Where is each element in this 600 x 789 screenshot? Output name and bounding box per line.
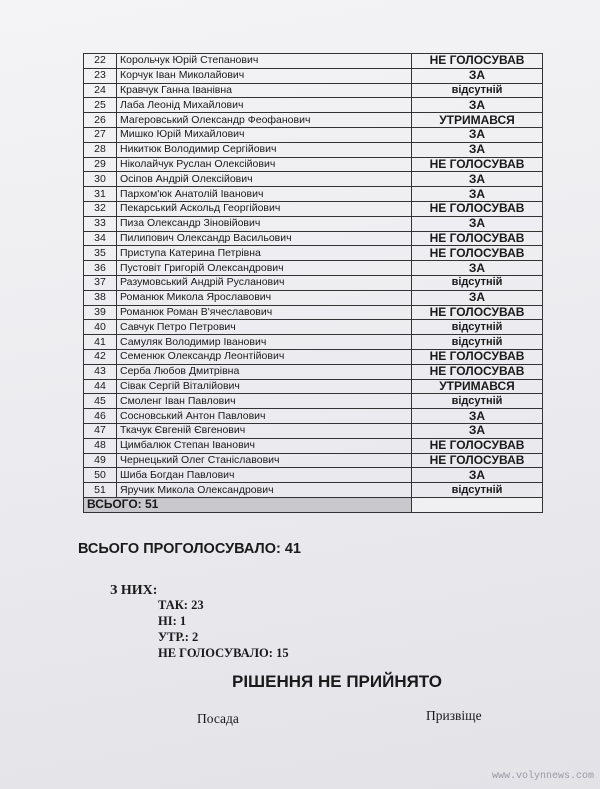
table-row bbox=[84, 98, 543, 113]
table-row bbox=[84, 483, 543, 498]
total-voted bbox=[78, 541, 301, 557]
row-name: Цимбалюк Степан Іванович bbox=[117, 438, 412, 453]
row-vote: відсутній bbox=[412, 335, 543, 350]
row-vote: відсутній bbox=[412, 275, 543, 290]
row-vote: ЗА bbox=[412, 261, 543, 276]
row-number: 22 bbox=[84, 54, 117, 69]
table-row bbox=[84, 142, 543, 157]
row-vote: відсутній bbox=[412, 483, 543, 498]
row-name: Самуляк Володимир Іванович bbox=[117, 335, 412, 350]
row-name: Семенюк Олександр Леонтійович bbox=[117, 349, 412, 364]
row-vote: НЕ ГОЛОСУВАВ bbox=[412, 201, 543, 216]
row-name: Серба Любов Дмитрівна bbox=[117, 364, 412, 379]
row-number: 51 bbox=[84, 483, 117, 498]
row-number: 29 bbox=[84, 157, 117, 172]
row-vote: НЕ ГОЛОСУВАВ bbox=[412, 246, 543, 261]
row-vote: ЗА bbox=[412, 290, 543, 305]
table-row bbox=[84, 290, 543, 305]
row-number: 47 bbox=[84, 423, 117, 438]
row-name: Осіпов Андрій Олексійович bbox=[117, 172, 412, 187]
row-vote: відсутній bbox=[412, 394, 543, 409]
row-name: Корольчук Юрій Степанович bbox=[117, 54, 412, 69]
row-name: Сосновський Антон Павлович bbox=[117, 409, 412, 424]
row-number: 49 bbox=[84, 453, 117, 468]
row-vote: ЗА bbox=[412, 68, 543, 83]
total-label: ВСЬОГО: bbox=[87, 497, 142, 512]
row-name: Пархом'юк Анатолій Іванович bbox=[117, 187, 412, 202]
row-number: 50 bbox=[84, 468, 117, 483]
row-vote: УТРИМАВСЯ bbox=[412, 379, 543, 394]
signature-position-label: Посада bbox=[197, 711, 239, 726]
row-number: 40 bbox=[84, 320, 117, 335]
table-row bbox=[84, 216, 543, 231]
table-row bbox=[84, 187, 543, 202]
row-name: Ніколайчук Руслан Олексійович bbox=[117, 157, 412, 172]
row-name: Кравчук Ганна Іванівна bbox=[117, 83, 412, 98]
row-vote: ЗА bbox=[412, 409, 543, 424]
row-name: Приступа Катерина Петрівна bbox=[117, 246, 412, 261]
stat-yes-value: 23 bbox=[191, 598, 204, 612]
row-vote: ЗА bbox=[412, 468, 543, 483]
table-row bbox=[84, 438, 543, 453]
row-vote: ЗА bbox=[412, 98, 543, 113]
row-number: 38 bbox=[84, 290, 117, 305]
table-row bbox=[84, 157, 543, 172]
row-name: Никитюк Володимир Сергійович bbox=[117, 142, 412, 157]
row-number: 34 bbox=[84, 231, 117, 246]
stat-no bbox=[158, 613, 289, 629]
row-name: Пиза Олександр Зіновійович bbox=[117, 216, 412, 231]
table-row bbox=[84, 320, 543, 335]
of-them-heading: З НИХ: bbox=[110, 583, 158, 598]
table-row bbox=[84, 335, 543, 350]
row-number: 41 bbox=[84, 335, 117, 350]
table-row bbox=[84, 54, 543, 69]
row-name: Сівак Сергій Віталійович bbox=[117, 379, 412, 394]
row-name: Смоленг Іван Павлович bbox=[117, 394, 412, 409]
table-row bbox=[84, 453, 543, 468]
row-vote: відсутній bbox=[412, 320, 543, 335]
row-number: 45 bbox=[84, 394, 117, 409]
stat-abstain-label: УТР.: bbox=[158, 630, 189, 644]
table-row bbox=[84, 423, 543, 438]
row-vote: ЗА bbox=[412, 172, 543, 187]
table-row bbox=[84, 231, 543, 246]
table-row bbox=[84, 349, 543, 364]
total-row bbox=[84, 497, 543, 512]
table-row bbox=[84, 275, 543, 290]
row-vote: НЕ ГОЛОСУВАВ bbox=[412, 364, 543, 379]
total-voted-label: ВСЬОГО ПРОГОЛОСУВАЛО: bbox=[78, 541, 281, 557]
row-name: Пилипович Олександр Васильович bbox=[117, 231, 412, 246]
row-number: 36 bbox=[84, 261, 117, 276]
table-row bbox=[84, 379, 543, 394]
table-row bbox=[84, 113, 543, 128]
row-name: Мишко Юрій Михайлович bbox=[117, 127, 412, 142]
row-vote: ЗА bbox=[412, 142, 543, 157]
decision-text: РІШЕННЯ НЕ ПРИЙНЯТО bbox=[232, 672, 442, 691]
row-vote: відсутній bbox=[412, 83, 543, 98]
row-number: 31 bbox=[84, 187, 117, 202]
stat-abstain bbox=[158, 629, 289, 645]
row-number: 27 bbox=[84, 127, 117, 142]
row-number: 43 bbox=[84, 364, 117, 379]
row-name: Пекарський Аскольд Георгійович bbox=[117, 201, 412, 216]
stat-yes-label: ТАК: bbox=[158, 598, 188, 612]
row-vote: ЗА bbox=[412, 216, 543, 231]
total-voted-value: 41 bbox=[284, 541, 301, 557]
table-row bbox=[84, 246, 543, 261]
total-value: 51 bbox=[145, 497, 159, 512]
row-number: 23 bbox=[84, 68, 117, 83]
table-row bbox=[84, 468, 543, 483]
row-name: Ткачук Євгеній Євгенович bbox=[117, 423, 412, 438]
table-row bbox=[84, 83, 543, 98]
vote-table bbox=[83, 53, 543, 513]
row-name: Савчук Петро Петрович bbox=[117, 320, 412, 335]
table-row bbox=[84, 409, 543, 424]
row-number: 25 bbox=[84, 98, 117, 113]
row-name: Разумовський Андрій Русланович bbox=[117, 275, 412, 290]
row-vote: ЗА bbox=[412, 127, 543, 142]
watermark: www.volynnews.com bbox=[492, 771, 595, 782]
table-row bbox=[84, 364, 543, 379]
stat-no-value: 1 bbox=[179, 614, 187, 628]
row-number: 30 bbox=[84, 172, 117, 187]
row-number: 42 bbox=[84, 349, 117, 364]
table-row bbox=[84, 127, 543, 142]
row-number: 48 bbox=[84, 438, 117, 453]
row-name: Шиба Богдан Павлович bbox=[117, 468, 412, 483]
row-vote: УТРИМАВСЯ bbox=[412, 113, 543, 128]
table-row bbox=[84, 201, 543, 216]
row-name: Корчук Іван Миколайович bbox=[117, 68, 412, 83]
table-row bbox=[84, 305, 543, 320]
stat-abstain-value: 2 bbox=[192, 630, 199, 644]
table-row bbox=[84, 172, 543, 187]
row-vote: ЗА bbox=[412, 423, 543, 438]
stat-not-voted-label: НЕ ГОЛОСУВАЛО: bbox=[158, 646, 273, 660]
row-number: 46 bbox=[84, 409, 117, 424]
stat-not-voted bbox=[158, 645, 289, 661]
row-number: 44 bbox=[84, 379, 117, 394]
row-name: Лаба Леонід Михайлович bbox=[117, 98, 412, 113]
stat-yes bbox=[158, 597, 289, 613]
vote-table-body bbox=[84, 54, 543, 498]
total-cell bbox=[84, 497, 412, 512]
total-spacer bbox=[412, 497, 543, 512]
row-name: Яручик Микола Олександрович bbox=[117, 483, 412, 498]
row-name: Романюк Роман В'ячеславович bbox=[117, 305, 412, 320]
row-number: 37 bbox=[84, 275, 117, 290]
row-vote: НЕ ГОЛОСУВАВ bbox=[412, 349, 543, 364]
row-name: Пустовіт Григорій Олександрович bbox=[117, 261, 412, 276]
row-number: 33 bbox=[84, 216, 117, 231]
table-row bbox=[84, 68, 543, 83]
row-number: 24 bbox=[84, 83, 117, 98]
row-vote: НЕ ГОЛОСУВАВ bbox=[412, 453, 543, 468]
row-vote: ЗА bbox=[412, 187, 543, 202]
table-row bbox=[84, 394, 543, 409]
stat-no-label: НІ: bbox=[158, 614, 177, 628]
row-name: Магеровський Олександр Феофанович bbox=[117, 113, 412, 128]
row-name: Чернецький Олег Станіславович bbox=[117, 453, 412, 468]
row-number: 26 bbox=[84, 113, 117, 128]
row-vote: НЕ ГОЛОСУВАВ bbox=[412, 157, 543, 172]
row-number: 39 bbox=[84, 305, 117, 320]
stat-not-voted-value: 15 bbox=[276, 646, 289, 660]
row-vote: НЕ ГОЛОСУВАВ bbox=[412, 438, 543, 453]
signature-surname-label: Призвіще bbox=[426, 708, 482, 723]
vote-stats bbox=[158, 597, 289, 661]
row-vote: НЕ ГОЛОСУВАВ bbox=[412, 231, 543, 246]
row-name: Романюк Микола Ярославович bbox=[117, 290, 412, 305]
row-vote: НЕ ГОЛОСУВАВ bbox=[412, 54, 543, 69]
table-row bbox=[84, 261, 543, 276]
row-vote: НЕ ГОЛОСУВАВ bbox=[412, 305, 543, 320]
row-number: 32 bbox=[84, 201, 117, 216]
row-number: 28 bbox=[84, 142, 117, 157]
row-number: 35 bbox=[84, 246, 117, 261]
